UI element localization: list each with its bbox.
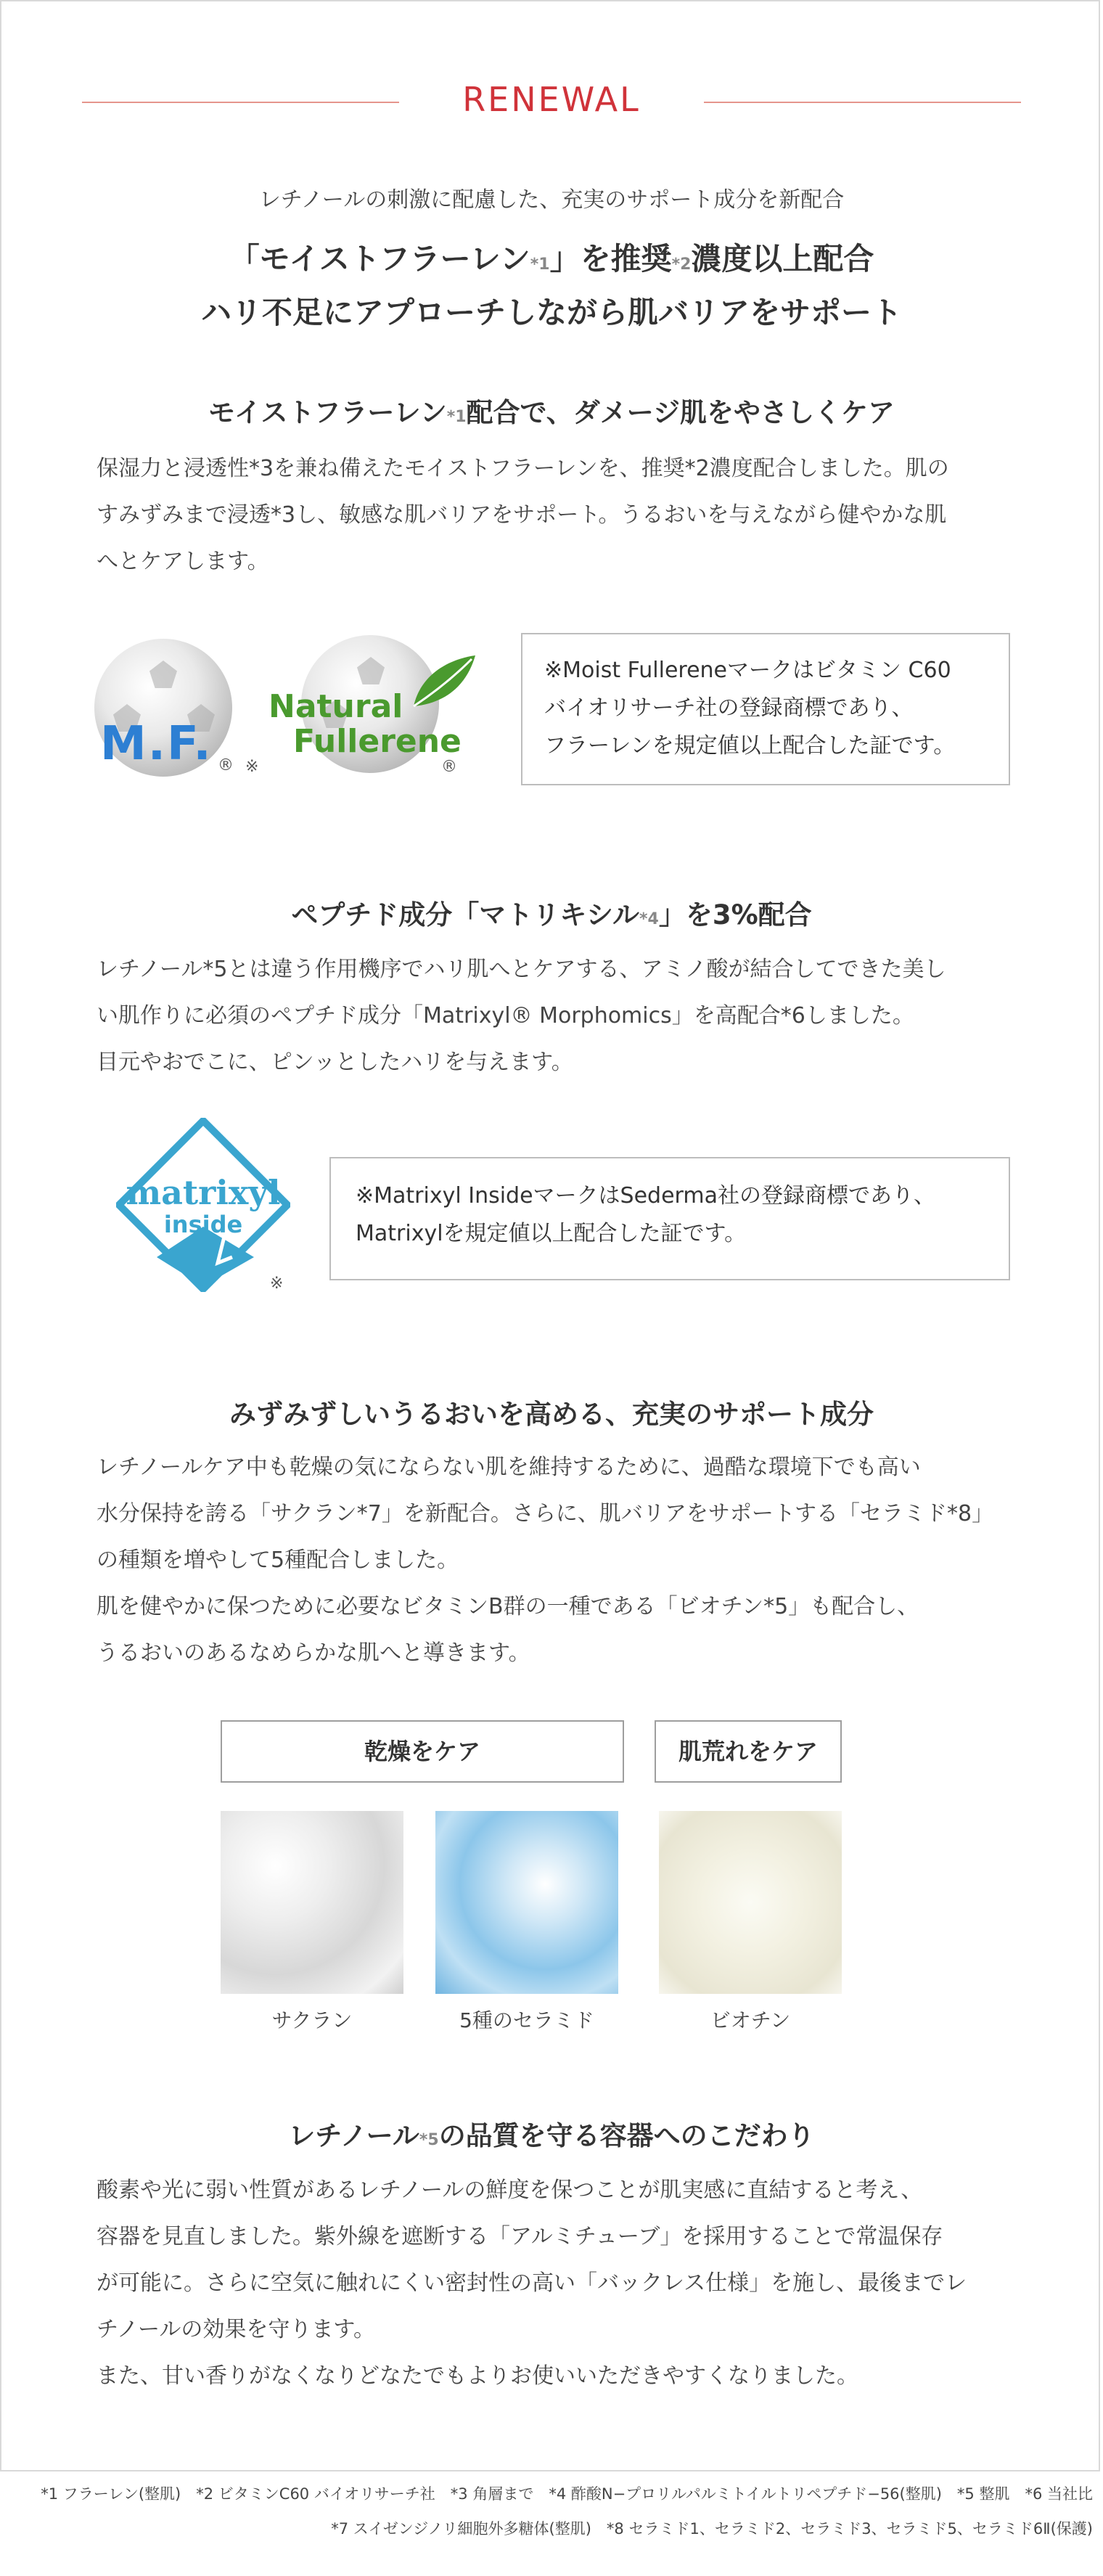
intro-headline-line2: ハリ不足にアプローチしながら肌バリアをサポート [200,295,902,330]
headline-text-a: 「モイストフラーレン [229,241,530,277]
sacran-texture-image [221,1811,403,1994]
matrixyl-kome-mark: ※ [270,1275,284,1293]
ceramide-caption: 5種のセラミド [459,2008,594,2032]
section4-line1: 酸素や光に弱い性質があるレチノールの鮮度を保つことが肌実感に直結すると考え、 [97,2178,923,2203]
biotin-caption: ビオチン [710,2008,791,2032]
mf-note-line1: ※Moist Fullereneマークはビタミン C60 [544,658,951,683]
ceramide-water-image [435,1811,618,1994]
mf-logo-text: M.F. [100,717,213,771]
sacran-caption: サクラン [271,2008,353,2032]
section4-line3: が可能に。さらに空気に触れにくい密封性の高い「バックレス仕様」を施し、最後までレ [97,2270,967,2296]
natural-logo-text: Natural [268,688,403,725]
section1-title-ref: *1 [446,408,467,426]
matrixyl-note-line1: ※Matrixyl InsideマークはSederma社の登録商標であり、 [356,1183,935,1209]
mf-registered-mark: ® [218,756,234,774]
section1-title-b: 配合で、ダメージ肌をやさしくケア [466,397,895,428]
section3-line1: レチノールケア中も乾燥の気にならない肌を維持するために、過酷な環境下でも高い [97,1455,921,1480]
intro-headline-line1 [0,232,1103,292]
intro-lead: レチノールの刺激に配慮した、充実のサポート成分を新配合 [258,187,845,213]
section2-line1: レチノール*5とは違う作用機序でハリ肌へとケアする、アミノ酸が結合してできた美し [97,957,946,982]
mf-note-line2: バイオリサーチ社の登録商標であり、 [544,695,914,721]
section2-title-ref: *4 [639,910,659,928]
inside-logo-text: inside [163,1211,243,1238]
natural-fullerene-logo [268,631,479,784]
section4-body [97,2167,1011,2400]
section2-line2: い肌作りに必須のペプチド成分「Matrixyl® Morphomics」を高配合*6しました。 [97,1003,914,1029]
headline-text-c: 濃度以上配合 [691,241,874,277]
headline-ref-2: *2 [671,255,692,274]
matrixyl-note-box [329,1157,1010,1280]
matrixyl-inside-logo [116,1118,290,1292]
headline-text-b: 」を推奨 [549,241,672,277]
section4-title-b: の品質を守る容器へのこだわり [438,2120,815,2151]
mf-kome-mark: ※ [245,758,259,776]
headline-ref-1: *1 [530,255,550,274]
section4-line2: 容器を見直しました。紫外線を遮断する「アルミチューブ」を採用することで常温保存 [97,2224,943,2249]
section2-title-b: 」を3%配合 [658,899,812,931]
section4-title [0,2114,1103,2153]
section1-line2: すみずみまで浸透*3し、敏感な肌バリアをサポート。うるおいを与えながら健やかな肌 [97,502,947,528]
footnotes-line2: *7 スイゼンジノリ細胞外多糖体(整肌) *8 セラミド1、セラミド2、セラミド3、セラミド5、セラミド6Ⅱ(保護) [331,2520,1093,2538]
nf-registered-mark: ® [441,758,457,776]
renewal-heading: RENEWAL [462,80,641,119]
section3-body [97,1444,1011,1677]
section2-body [97,946,1011,1086]
section3-line4: 肌を健やかに保つために必要なビタミンB群の一種である「ビオチン*5」も配合し、 [97,1594,919,1619]
rough-skin-care-label: 肌荒れをケア [655,1720,842,1783]
leaf-icon [406,652,479,710]
moist-fullerene-note-box [521,633,1010,785]
mf-note-line3: フラーレンを規定値以上配合した証です。 [544,733,956,759]
section1-line1: 保湿力と浸透性*3を兼ね備えたモイストフラーレンを、推奨*2濃度配合しました。肌の [97,456,949,481]
section1-title [0,391,1103,430]
section2-title [0,893,1103,932]
section4-line5: また、甘い香りがなくなりどなたでもよりお使いいただきやすくなりました。 [97,2363,858,2389]
section4-line4: チノールの効果を守ります。 [97,2317,375,2342]
section4-title-a: レチノール [288,2120,419,2151]
section3-line5: うるおいのあるなめらかな肌へと導きます。 [97,1640,530,1666]
section4-title-ref: *5 [419,2131,439,2149]
moist-fullerene-logo [87,631,239,784]
dry-care-label: 乾燥をケア [221,1720,624,1783]
section3-line2: 水分保持を誇る「サクラン*7」を新配合。さらに、肌バリアをサポートする「セラミド*8」 [97,1501,994,1526]
section1-title-a: モイストフラーレン [208,397,447,428]
matrixyl-note-line2: Matrixylを規定値以上配合した証です。 [356,1221,747,1246]
footnotes-line1: *1 フラーレン(整肌) *2 ビタミンC60 バイオリサーチ社 *3 角層まで *4 酢酸N−プロリルパルミトイルトリペプチド−56(整肌) *5 整肌 *6 当社比 [41,2485,1093,2503]
section1-line3: へとケアします。 [97,549,269,574]
section2-title-a: ペプチド成分「マトリキシル [291,899,640,931]
section2-line3: 目元やおでこに、ピンッとしたハリを与えます。 [97,1050,573,1075]
section1-body [97,446,1011,585]
fullerene-logo-text: Fullerene [293,723,462,760]
section3-title: みずみずしいうるおいを高める、充実のサポート成分 [229,1399,874,1430]
matrixyl-logo-text: matrixyl [126,1173,281,1212]
section3-line3: の種類を増やして5種配合しました。 [97,1547,459,1573]
biotin-powder-image [659,1811,842,1994]
